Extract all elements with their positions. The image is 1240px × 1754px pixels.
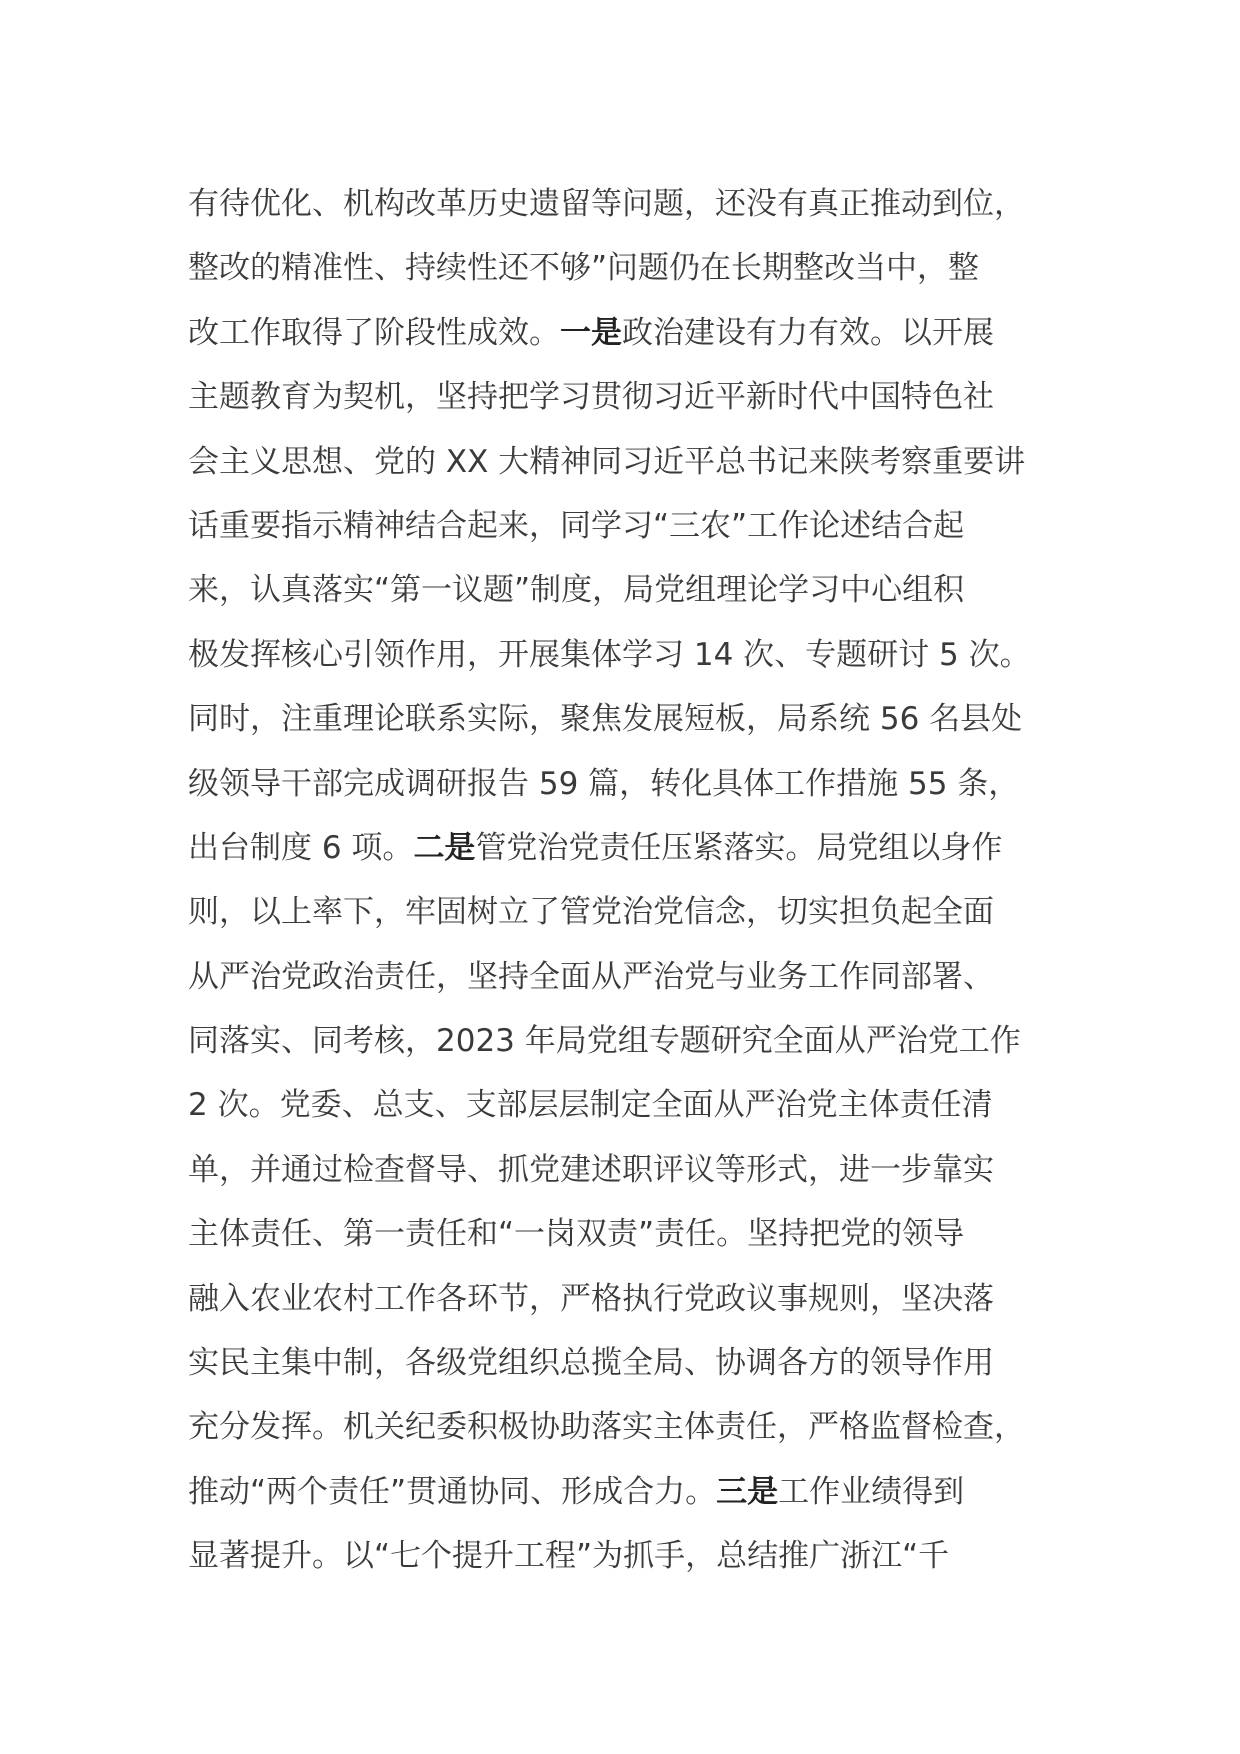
text-line: [188, 1009, 1068, 1073]
text-run: 工作业绩得到: [778, 1473, 965, 1510]
text-run: 出台制度 6 项。: [188, 829, 414, 866]
text-run: 2 次。党委、总支、支部层层制定全面从严治党主体责任清: [188, 1087, 993, 1124]
text-run: 实民主集中制，各级党组织总揽全局、协调各方的领导作用: [188, 1345, 994, 1382]
text-run: 则，以上率下，牢固树立了管党治党信念，切实担负起全面: [188, 894, 994, 931]
text-run: 会主义思想、党的 XX 大精神同习近平总书记来陕考察重要讲: [188, 443, 1026, 480]
text-run: 有待优化、机构改革历史遗留等问题，还没有真正推动到位，: [188, 186, 1025, 222]
text-run: 融入农业农村工作各环节，严格执行党政议事规则，坚决落: [188, 1280, 994, 1317]
text-run: 极发挥核心引领作用，开展集体学习 14 次、专题研讨 5 次。: [188, 636, 1031, 673]
text-run: 单，并通过检查督导、抓党建述职评议等形式，进一步靠实: [188, 1151, 994, 1188]
text-run: 同落实、同考核，2023 年局党组专题研究全面从严治党工作: [188, 1023, 1021, 1060]
text-line: [188, 1524, 1068, 1588]
text-line: [188, 1460, 1068, 1524]
text-line: [188, 172, 1068, 236]
text-line: [188, 623, 1068, 687]
text-line: [188, 752, 1068, 816]
text-line: [188, 1073, 1068, 1137]
text-run: 充分发挥。机关纪委积极协助落实主体责任，严格监督检查，: [188, 1409, 1025, 1446]
text-line: [188, 1138, 1068, 1202]
text-run: 主体责任、第一责任和“一岗双责”责任。坚持把党的领导: [188, 1216, 965, 1253]
text-run: 主题教育为契机，坚持把学习贯彻习近平新时代中国特色社: [188, 379, 994, 416]
text-run: 推动“两个责任”贯通协同、形成合力。: [188, 1473, 717, 1510]
section-marker: 二是: [413, 829, 476, 866]
text-run: 整改的精准性、持续性还不够”问题仍在长期整改当中，整: [188, 250, 980, 287]
text-run: 级领导干部完成调研报告 59 篇，转化具体工作措施 55 条，: [188, 765, 1020, 802]
section-marker: 三是: [716, 1473, 779, 1510]
text-run: 管党治党责任压紧落实。局党组以身作: [475, 829, 1003, 866]
text-line: [188, 880, 1068, 944]
text-run: 来，认真落实“第一议题”制度，局党组理论学习中心组积: [188, 572, 965, 609]
text-line: [188, 365, 1068, 429]
text-line: [188, 430, 1068, 494]
text-line: [188, 945, 1068, 1009]
text-line: [188, 1395, 1068, 1459]
text-run: 同时，注重理论联系实际，聚焦发展短板，局系统 56 名县处: [188, 701, 1023, 738]
section-marker: 一是: [560, 314, 622, 351]
text-line: [188, 558, 1068, 622]
text-line: [188, 236, 1068, 300]
text-run: 改工作取得了阶段性成效。: [188, 314, 560, 351]
text-line: [188, 687, 1068, 751]
text-line: [188, 1331, 1068, 1395]
text-run: 话重要指示精神结合起来，同学习“三农”工作论述结合起: [188, 507, 965, 544]
text-run: 政治建设有力有效。以开展: [622, 314, 994, 351]
text-line: [188, 301, 1068, 365]
text-line: [188, 494, 1068, 558]
text-line: [188, 816, 1068, 880]
text-line: [188, 1267, 1068, 1331]
text-run: 从严治党政治责任，坚持全面从严治党与业务工作同部署、: [188, 958, 994, 995]
text-line: [188, 1202, 1068, 1266]
text-run: 显著提升。以“七个提升工程”为抓手，总结推广浙江“千: [188, 1538, 950, 1575]
body-text: [188, 172, 1068, 1589]
